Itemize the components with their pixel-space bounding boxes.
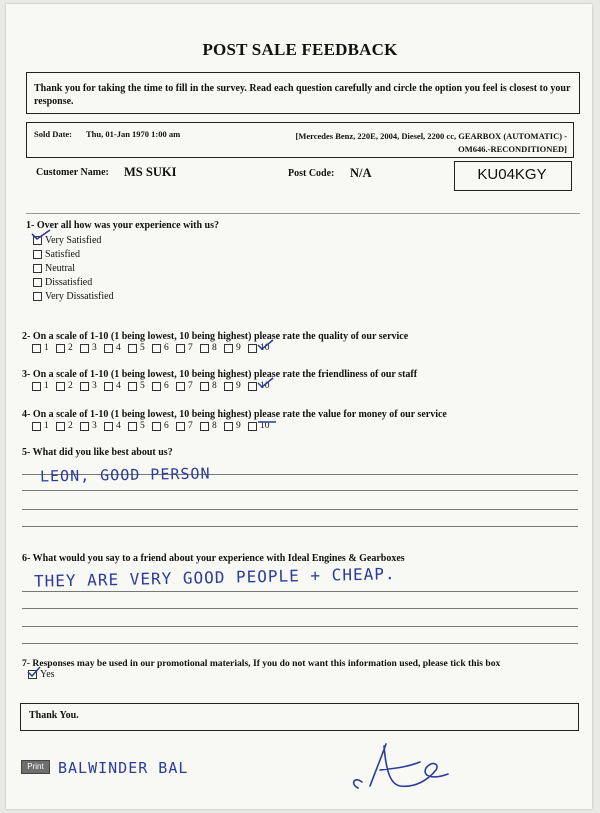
checkbox[interactable] [56, 422, 65, 431]
answer-line [22, 490, 578, 491]
q1-option-very-dissatisfied[interactable]: Very Dissatisfied [33, 289, 114, 303]
checkbox[interactable] [176, 422, 185, 431]
checkbox[interactable] [176, 382, 185, 391]
thank-you-box [20, 703, 579, 731]
q5-handwritten-answer: LEON, GOOD PERSON [39, 464, 211, 486]
q4-scale-option-9[interactable]: 9 [224, 421, 248, 431]
q2-question: 2- On a scale of 1-10 (1 being lowest, 10 being highest) please rate the quality of our service [22, 331, 409, 342]
thank-you-text: Thank You. [29, 710, 79, 721]
q4-scale-option-1[interactable]: 1 [32, 421, 56, 431]
q4-scale [32, 421, 272, 431]
answer-line [22, 608, 578, 609]
q3-scale [32, 381, 272, 391]
checkbox[interactable] [152, 422, 161, 431]
checkbox[interactable] [200, 422, 209, 431]
q2-tick-mark [256, 338, 276, 352]
vehicle-line-2: OM646.-RECONDITIONED] [458, 144, 567, 154]
checkbox[interactable] [104, 422, 113, 431]
customer-name-value: MS SUKI [124, 165, 177, 179]
q7-tick-mark [27, 666, 41, 678]
checkbox[interactable] [152, 344, 161, 353]
q2-scale-option-10[interactable]: 10 [248, 343, 272, 353]
checkbox[interactable] [128, 344, 137, 353]
checkbox[interactable] [56, 382, 65, 391]
checkbox[interactable] [128, 422, 137, 431]
q1-options [33, 233, 114, 303]
q4-scale-option-10[interactable]: 10 [248, 421, 272, 431]
checkbox[interactable] [32, 344, 41, 353]
checkbox[interactable] [80, 422, 89, 431]
q3-scale-option-7[interactable]: 7 [176, 381, 200, 391]
checkbox[interactable] [80, 382, 89, 391]
q3-scale-option-6[interactable]: 6 [152, 381, 176, 391]
checkbox[interactable] [104, 382, 113, 391]
q3-question: 3- On a scale of 1-10 (1 being lowest, 10 being highest) please rate the friendliness of our staff [22, 369, 418, 380]
checkbox[interactable] [32, 422, 41, 431]
checkbox[interactable] [32, 382, 41, 391]
divider [26, 213, 580, 214]
q3-scale-option-5[interactable]: 5 [128, 381, 152, 391]
q3-scale-option-8[interactable]: 8 [200, 381, 224, 391]
q4-scale-option-3[interactable]: 3 [80, 421, 104, 431]
q4-scale-option-8[interactable]: 8 [200, 421, 224, 431]
sold-date-label: Sold Date: [34, 129, 73, 139]
checkbox[interactable] [176, 344, 185, 353]
postcode-label: Post Code: [288, 168, 335, 179]
q4-scale-option-4[interactable]: 4 [104, 421, 128, 431]
q1-question: 1- Over all how was your experience with us? [26, 220, 219, 231]
q2-scale-option-5[interactable]: 5 [128, 343, 152, 353]
checkbox[interactable] [200, 344, 209, 353]
q3-scale-option-4[interactable]: 4 [104, 381, 128, 391]
q4-scale-option-7[interactable]: 7 [176, 421, 200, 431]
q2-scale-option-6[interactable]: 6 [152, 343, 176, 353]
q4-scale-option-5[interactable]: 5 [128, 421, 152, 431]
checkbox[interactable] [80, 344, 89, 353]
q4-tick-mark [256, 418, 278, 430]
intro-text: Thank you for taking the time to fill in the survey. Read each question carefully and circle the option you feel is closest to your response. [34, 83, 571, 107]
answer-line [22, 591, 578, 592]
sold-date-value: Thu, 01-Jan 1970 1:00 am [86, 129, 181, 139]
checkbox[interactable] [33, 278, 42, 287]
q2-scale-option-9[interactable]: 9 [224, 343, 248, 353]
customer-name-label: Customer Name: [36, 167, 109, 178]
registration-value: KU04KGY [477, 166, 547, 183]
checkbox[interactable] [224, 422, 233, 431]
q3-scale-option-1[interactable]: 1 [32, 381, 56, 391]
q4-scale-option-2[interactable]: 2 [56, 421, 80, 431]
q7-question: 7- Responses may be used in our promotional materials, If you do not want this information used, please tick this box [22, 658, 501, 669]
q2-scale-option-4[interactable]: 4 [104, 343, 128, 353]
q4-question: 4- On a scale of 1-10 (1 being lowest, 10 being highest) please rate the value for money of our service [22, 409, 447, 420]
checkbox[interactable] [104, 344, 113, 353]
checkbox[interactable] [33, 292, 42, 301]
q1-option-very-satisfied[interactable]: Very Satisfied [33, 233, 114, 247]
q4-scale-option-6[interactable]: 6 [152, 421, 176, 431]
q6-handwritten-answer: THEY ARE VERY GOOD PEOPLE + CHEAP. [33, 564, 396, 591]
print-button[interactable]: Print [21, 760, 50, 774]
vehicle-line-1: [Mercedes Benz, 220E, 2004, Diesel, 2200 cc, GEARBOX (AUTOMATIC) - [295, 131, 567, 141]
q2-scale-option-2[interactable]: 2 [56, 343, 80, 353]
q2-scale [32, 343, 272, 353]
checkbox[interactable] [152, 382, 161, 391]
q6-question: 6- What would you say to a friend about your experience with Ideal Engines & Gearboxes [22, 553, 405, 564]
checkbox[interactable] [56, 344, 65, 353]
form-title: POST SALE FEEDBACK [202, 40, 398, 59]
q2-scale-option-8[interactable]: 8 [200, 343, 224, 353]
printed-name: BALWINDER BAL [58, 759, 189, 777]
checkbox[interactable] [224, 344, 233, 353]
signature-icon [340, 740, 460, 796]
q1-option-neutral[interactable]: Neutral [33, 261, 114, 275]
q3-tick-mark [256, 376, 276, 390]
q2-scale-option-1[interactable]: 1 [32, 343, 56, 353]
q3-scale-option-3[interactable]: 3 [80, 381, 104, 391]
answer-line [22, 526, 578, 527]
q1-tick-mark [30, 228, 52, 242]
checkbox[interactable] [33, 264, 42, 273]
q1-option-satisfied[interactable]: Satisfied [33, 247, 114, 261]
q5-question: 5- What did you like best about us? [22, 447, 173, 458]
answer-line [22, 626, 578, 627]
q3-scale-option-9[interactable]: 9 [224, 381, 248, 391]
q2-scale-option-7[interactable]: 7 [176, 343, 200, 353]
checkbox[interactable] [224, 382, 233, 391]
checkbox[interactable] [33, 250, 42, 259]
q2-scale-option-3[interactable]: 3 [80, 343, 104, 353]
checkbox[interactable] [200, 382, 209, 391]
answer-line [22, 643, 578, 644]
q1-option-dissatisfied[interactable]: Dissatisfied [33, 275, 114, 289]
q7-option-yes[interactable]: Yes [28, 669, 55, 680]
q3-scale-option-10[interactable]: 10 [248, 381, 272, 391]
postcode-value: N/A [350, 166, 372, 180]
q3-scale-option-2[interactable]: 2 [56, 381, 80, 391]
checkbox[interactable] [128, 382, 137, 391]
answer-line [22, 509, 578, 510]
